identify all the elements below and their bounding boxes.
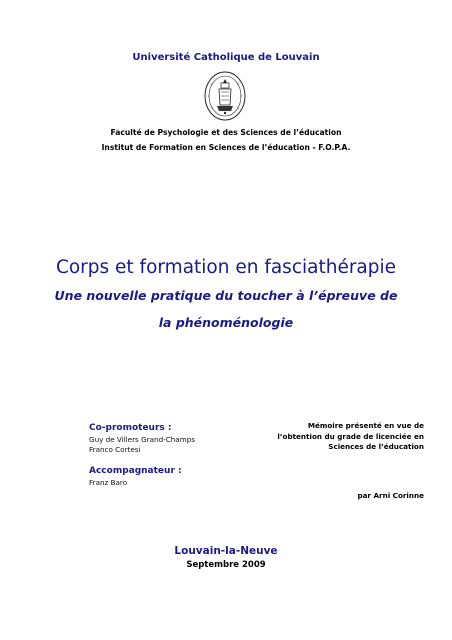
faculty-name: Faculté de Psychologie et des Sciences de l’éducation (110, 128, 342, 137)
institute-name: Institut de Formation en Sciences de l’éducation - F.O.P.A. (101, 143, 351, 152)
thesis-title: Corps et formation en fasciathérapie (55, 257, 397, 278)
accompagnateur-name: Franz Baro (89, 478, 128, 487)
accompagnateur-list (89, 478, 127, 488)
date: Septembre 2009 (186, 560, 266, 570)
copromoteur-name: Franco Cortesi (89, 445, 141, 454)
accompagnateur-label: Accompagnateur : (89, 466, 182, 476)
memoire-line: Sciences de l’éducation (328, 442, 424, 451)
copromoteurs-list (89, 435, 195, 455)
university-seal-icon (202, 70, 248, 122)
thesis-subtitle-line-1: Une nouvelle pratique du toucher à l’épreuve de (54, 288, 398, 303)
thesis-subtitle-line-2: la phénoménologie (158, 315, 294, 330)
memoire-line: Mémoire présenté en vue de (307, 421, 424, 430)
university-name: Université Catholique de Louvain (132, 52, 320, 63)
author-name: par Arni Corinne (357, 491, 424, 500)
memoire-line: l’obtention du grade de licenciée en (277, 431, 424, 441)
copromoteurs-label: Co-promoteurs : (89, 423, 172, 433)
copromoteur-name: Guy de Villers Grand-Champs (89, 435, 196, 444)
city: Louvain-la-Neuve (174, 545, 278, 557)
memoire-statement (277, 421, 424, 453)
